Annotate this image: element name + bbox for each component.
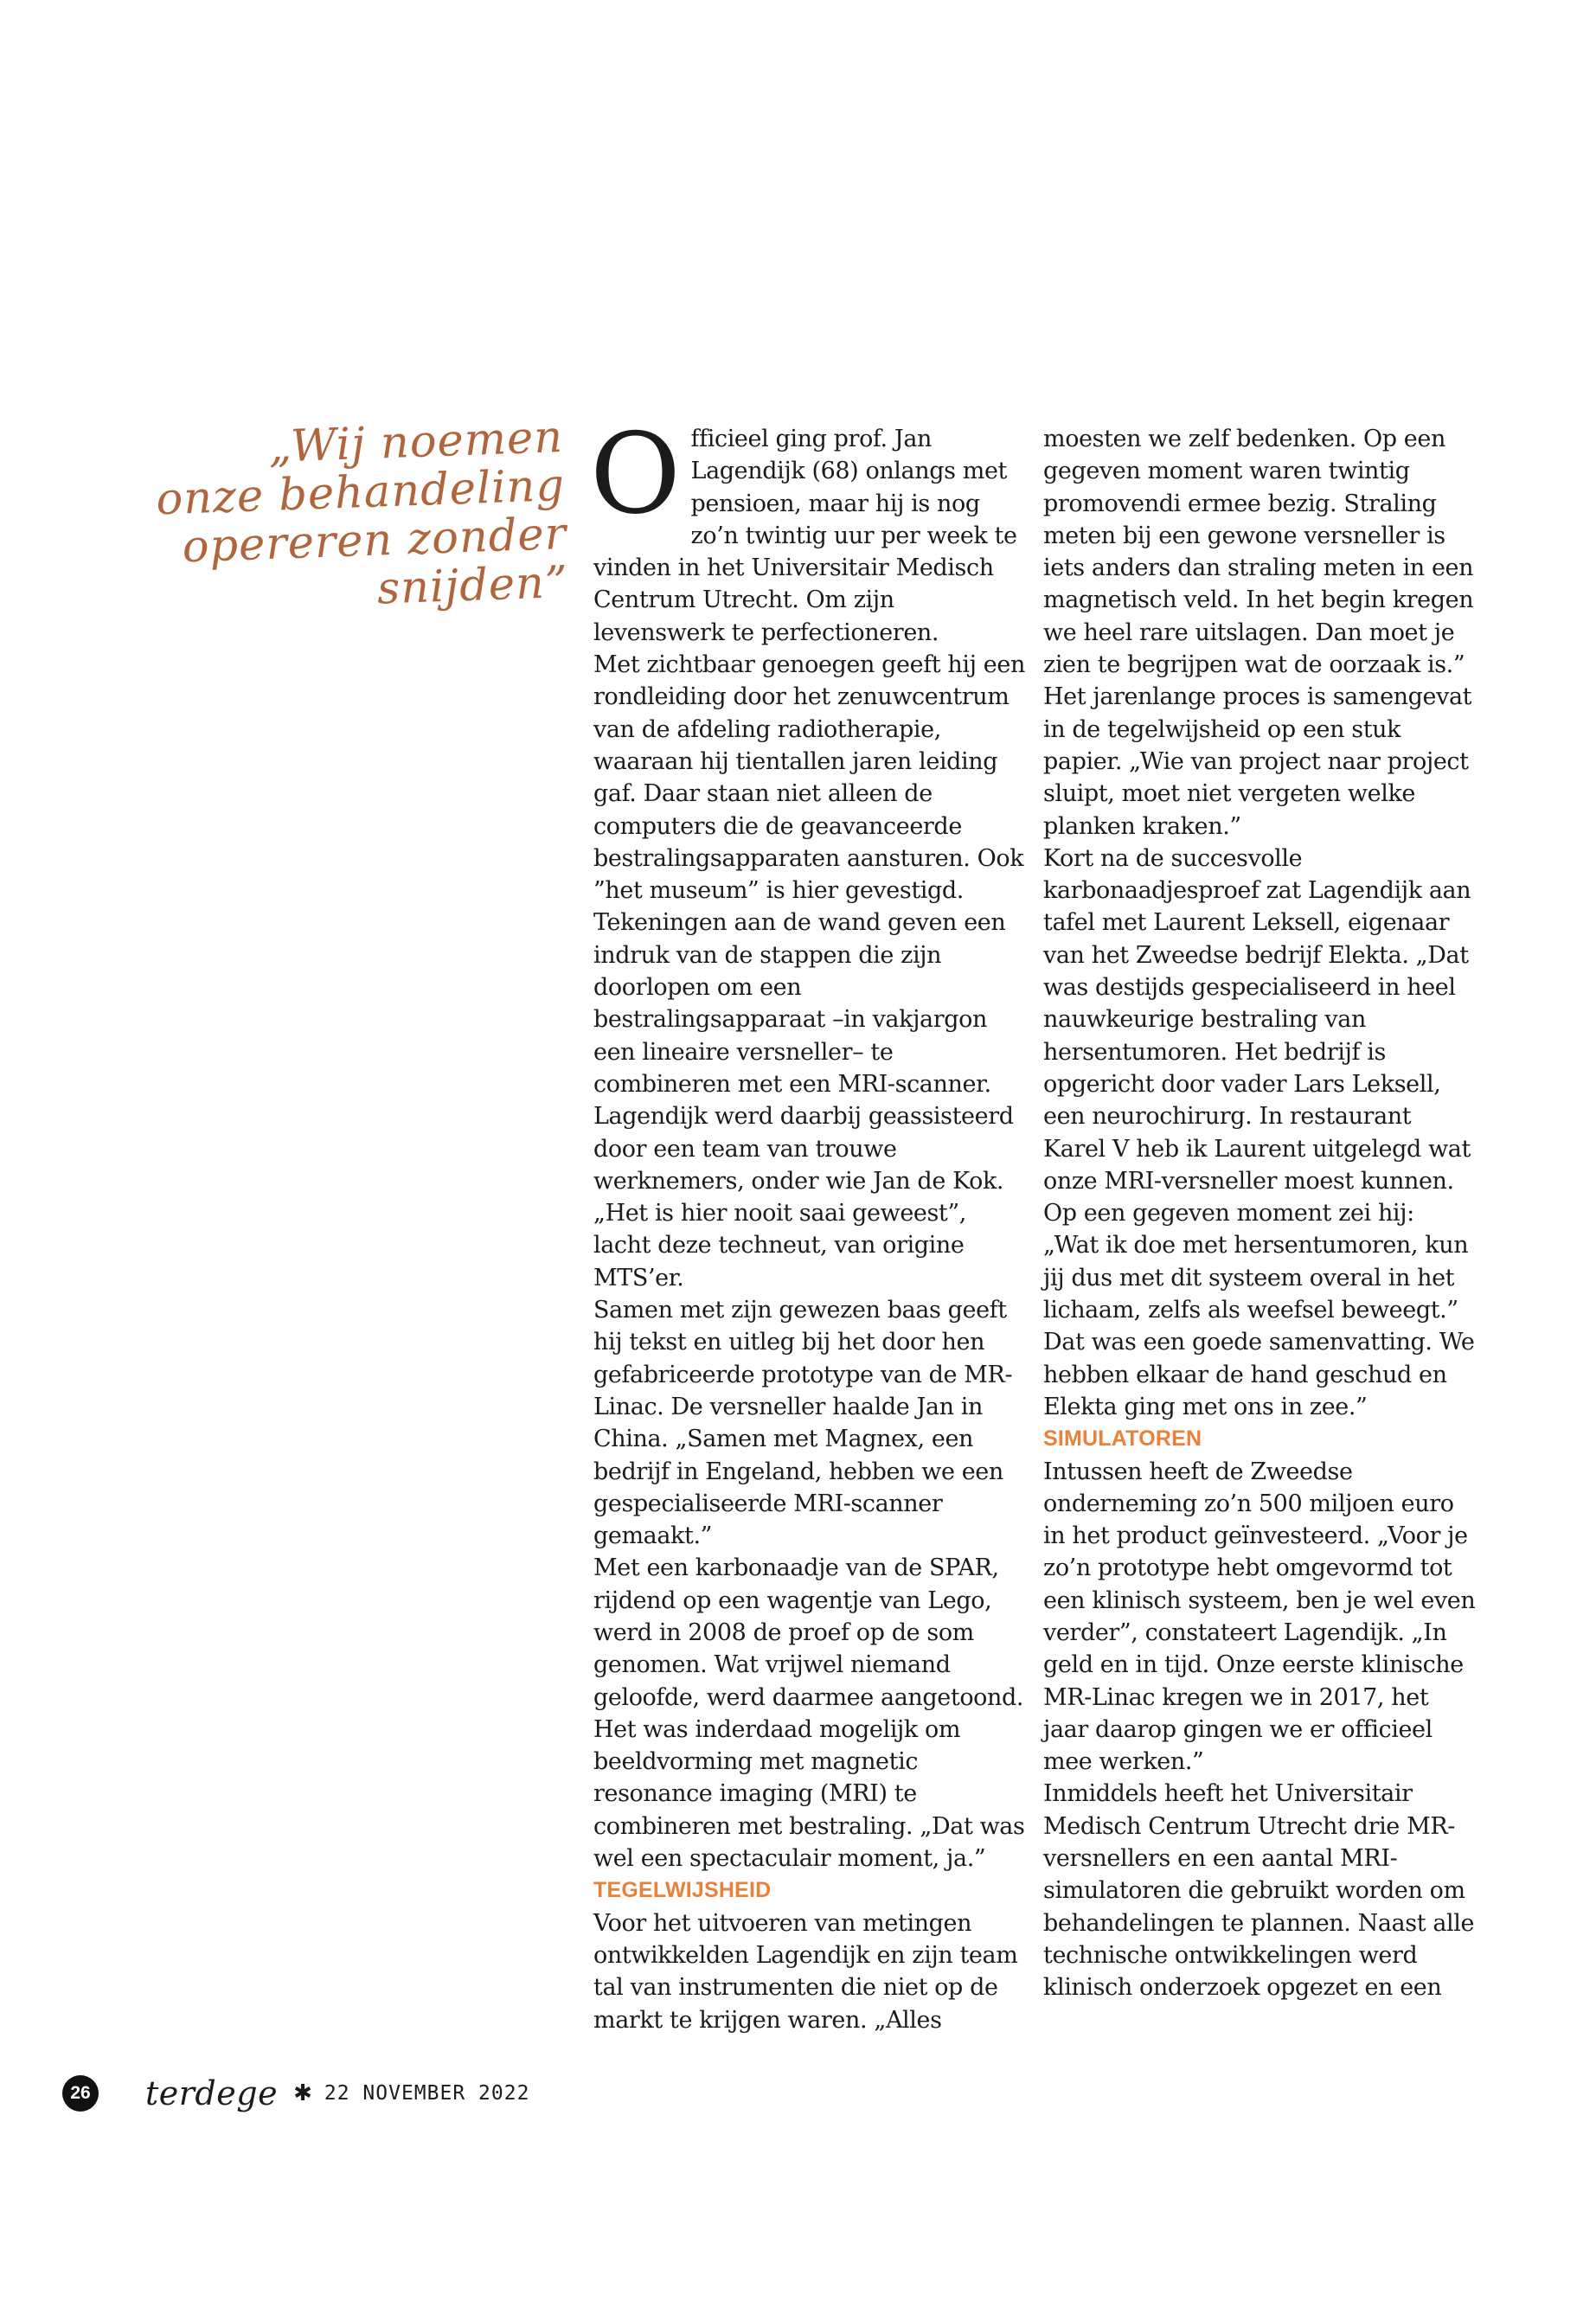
pull-quote-line: onze behandeling bbox=[155, 459, 566, 526]
paragraph: Met een karbonaadje van de SPAR, rijdend op een wagentje van Lego, werd in 2008 de proef op de som genomen. Wat vrijwel niemand geloofde, werd daarmee aangetoond. Het was inderdaad mogelijk om beeldvorming met magnetic resonance imaging (MRI) te combineren met bestraling. „Dat was wel een spectaculair moment, ja.” bbox=[593, 1554, 1025, 1873]
paragraph: Intussen heeft de Zweedse onderneming zo’n 500 miljoen euro in het product geïnvesteerd. „Voor je zo’n prototype hebt omgevormd tot een klinisch systeem, ben je wel even verder”, constateert Lagendijk. „In geld en in tijd. Onze eerste klinische MR-Linac kregen we in 2017, het jaar daarop gingen we er officieel mee werken.” bbox=[1043, 1458, 1476, 1776]
issue-date: 22 NOVEMBER 2022 bbox=[324, 2082, 530, 2105]
article-column-1 bbox=[590, 410, 1026, 2036]
pull-quote-line: „Wij noemen bbox=[267, 412, 564, 473]
drop-cap: O bbox=[590, 410, 681, 539]
paragraph: Met zichtbaar genoegen geeft hij een rondleiding door het zenuwcentrum van de afdeling radiotherapie, waaraan hij tientallen jaren leiding gaf. Daar staan niet alleen de computers die de geavanceerde bestralingsapparaten aansturen. Ook ”het museum” is hier gevestigd. bbox=[593, 651, 1025, 905]
paragraph: Voor het uitvoeren van metingen ontwikkelden Lagendijk en zijn team tal van instrumenten die niet op de markt te krijgen waren. „Alles bbox=[593, 1909, 1018, 2034]
paragraph: moesten we zelf bedenken. Op een gegeven moment waren twintig promovendi ermee bezig. Straling meten bij een gewone versneller is iets anders dan straling meten in een magnetisch veld. In het begin kregen we heel rare uitslagen. Dan moet je zien te begrijpen wat de oorzaak is.” Het jarenlange proces is samengevat in de tegelwijsheid op een stuk papier. „Wie van project naar project sluipt, moet niet vergeten welke planken kraken.” bbox=[1043, 426, 1474, 840]
subheading-simulatoren: SIMULATOREN bbox=[1043, 1426, 1202, 1452]
paragraph: Samen met zijn gewezen baas geeft hij tekst en uitleg bij het door hen gefabriceerde prototype van de MR-Linac. De versneller haalde Jan in China. „Samen met Magnex, een bedrijf in Engeland, hebben we een gespecialiseerde MRI-scanner gemaakt.” bbox=[593, 1297, 1013, 1550]
subheading-tegelwijsheid: TEGELWIJSHEID bbox=[593, 1878, 772, 1903]
asterisk-icon: ✱ bbox=[293, 2080, 312, 2106]
magazine-logo: terdege bbox=[145, 2074, 279, 2112]
pull-quote-line: opereren zonder bbox=[181, 508, 567, 574]
pull-quote-line: snijden” bbox=[376, 556, 569, 615]
paragraph: Kort na de succesvolle karbonaadjesproef zat Lagendijk aan tafel met Laurent Leksell, eigenaar van het Zweedse bedrijf Elekta. „Dat was destijds gespecialiseerd in heel nauwkeurige bestraling van hersentumoren. Het bedrijf is opgericht door vader Lars Leksell, een neurochirurg. In restaurant Karel V heb ik Laurent uitgelegd wat onze MRI-versneller moest kunnen. Op een gegeven moment zei hij: „Wat ik doe met hersentumoren, kun jij dus met dit systeem overal in het lichaam, zelfs als weefsel beweegt.” Dat was een goede samenvatting. We hebben elkaar de hand geschud en Elekta ging met ons in zee.” bbox=[1043, 844, 1475, 1420]
intro-paragraph: Officieel ging prof. Jan Lagendijk (68) onlangs met pensioen, maar hij is nog zo’n twintig uur per week te vinden in het Universitair Medisch Centrum Utrecht. Om zijn levenswerk te perfectioneren. bbox=[590, 410, 1017, 646]
page-footer bbox=[62, 2074, 529, 2112]
pull-quote bbox=[130, 413, 569, 622]
paragraph: Tekeningen aan de wand geven een indruk van de stappen die zijn doorlopen om een bestralingsapparaat –in vakjargon een lineaire versneller– te combineren met een MRI-scanner. Lagendijk werd daarbij geassisteerd door een team van trouwe werknemers, onder wie Jan de Kok. „Het is hier nooit saai geweest”, lacht deze techneut, van origine MTS’er. bbox=[593, 909, 1014, 1292]
article-column-2 bbox=[1043, 423, 1476, 2004]
paragraph: Inmiddels heeft het Universitair Medisch Centrum Utrecht drie MR-versnellers en een aantal MRI-simulatoren die gebruikt worden om behandelingen te plannen. Naast alle technische ontwikkelingen werd klinisch onderzoek opgezet en een bbox=[1043, 1780, 1475, 2002]
page-number: 26 bbox=[62, 2075, 99, 2112]
